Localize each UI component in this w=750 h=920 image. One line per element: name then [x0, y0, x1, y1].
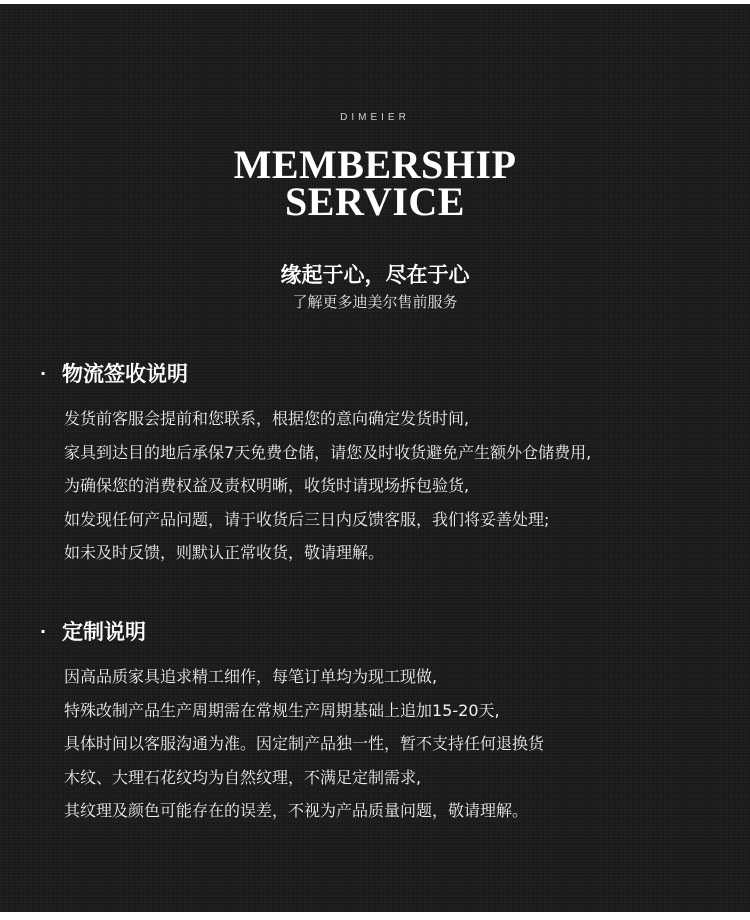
section-customization	[40, 616, 720, 828]
text-line: 如未及时反馈，则默认正常收货，敬请理解。	[64, 543, 385, 562]
section-title-customization: 定制说明	[62, 620, 146, 644]
bullet-dot: ·	[40, 363, 47, 383]
section-logistics	[40, 358, 720, 570]
bullet-dot: ·	[40, 621, 47, 641]
text-line: 其纹理及颜色可能存在的误差，不视为产品质量问题，敬请理解。	[64, 801, 529, 820]
section-title-logistics: 物流签收说明	[62, 362, 188, 386]
section-body	[40, 660, 720, 828]
page-title	[0, 142, 750, 224]
title-line-2: SERVICE	[285, 179, 465, 224]
text-line: 木纹、大理石花纹均为自然纹理，不满足定制需求,	[64, 767, 422, 787]
sub-slogan: 了解更多迪美尔售前服务	[292, 293, 458, 311]
slogan: 缘起于心，尽在于心	[280, 263, 470, 287]
brand-name: DIMEIER	[340, 112, 410, 123]
title-line-1: MEMBERSHIP	[233, 142, 517, 187]
text-line: 特殊改制产品生产周期需在常规生产周期基础上追加15-20天,	[64, 700, 500, 720]
text-line: 家具到达目的地后承保7天免费仓储，请您及时收货避免产生额外仓储费用,	[64, 442, 592, 462]
text-line: 如发现任何产品问题，请于收货后三日内反馈客服，我们将妥善处理;	[64, 509, 550, 529]
text-line: 具体时间以客服沟通为准。因定制产品独一性，暂不支持任何退换货	[64, 734, 545, 753]
section-body	[40, 402, 720, 570]
membership-service-panel	[0, 4, 750, 912]
section-heading	[40, 616, 720, 646]
section-heading	[40, 358, 720, 388]
text-line: 为确保您的消费权益及责权明晰，收货时请现场拆包验货,	[64, 476, 470, 495]
text-line: 因高品质家具追求精工细作，每笔订单均为现工现做,	[64, 667, 438, 686]
text-line: 发货前客服会提前和您联系，根据您的意向确定发货时间,	[64, 409, 470, 428]
